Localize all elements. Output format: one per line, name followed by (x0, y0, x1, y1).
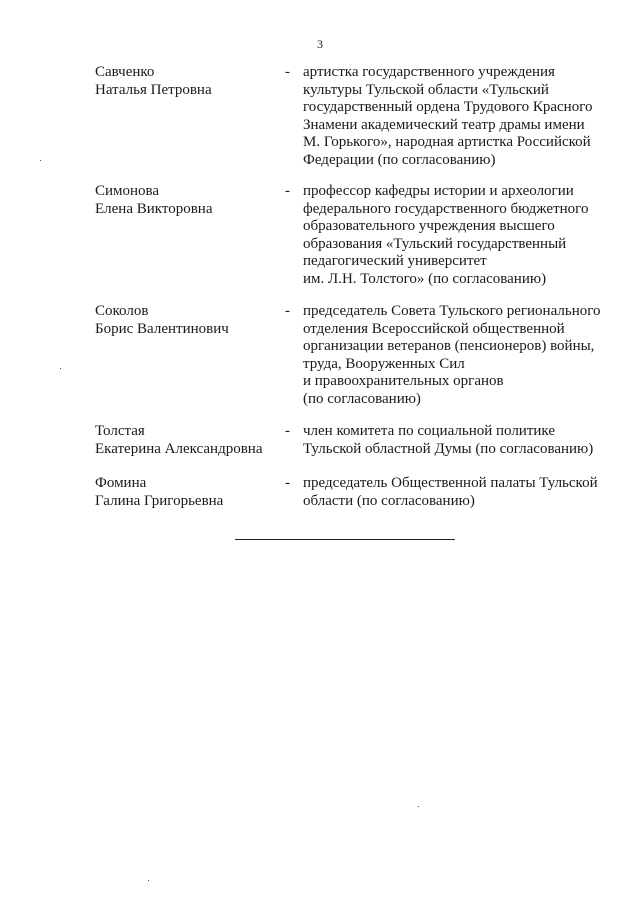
member-name (95, 64, 280, 99)
scan-speck (418, 806, 419, 807)
member-given-names: Екатерина Александровна (95, 440, 263, 457)
member-given-names: Елена Викторовна (95, 200, 213, 217)
member-position (303, 303, 608, 409)
member-name (95, 475, 280, 510)
member-name (95, 183, 280, 218)
separator-dash: - (285, 475, 290, 491)
member-position (303, 475, 608, 510)
position-line: отделения Всероссийской общественной (303, 320, 565, 337)
position-line: федерального государственного бюджетного (303, 200, 589, 217)
member-position (303, 183, 608, 289)
scan-speck (148, 880, 149, 881)
member-name (95, 303, 280, 338)
member-given-names: Наталья Петровна (95, 81, 212, 98)
member-position (303, 64, 608, 170)
member-surname: Фомина (95, 475, 147, 491)
separator-dash: - (285, 183, 290, 199)
position-line: Федерации (по согласованию) (303, 151, 496, 168)
separator-dash: - (285, 64, 290, 80)
position-line: артистка государственного учреждения (303, 64, 555, 80)
position-line: Тульской областной Думы (по согласованию) (303, 440, 594, 457)
closing-rule (235, 539, 455, 540)
position-line: (по согласованию) (303, 390, 421, 407)
position-line: председатель Общественной палаты Тульской (303, 475, 598, 491)
separator-dash: - (285, 303, 290, 319)
position-line: труда, Вооруженных Сил (303, 355, 465, 372)
member-name (95, 423, 280, 458)
position-line: культуры Тульской области «Тульский (303, 81, 549, 98)
position-line: им. Л.Н. Толстого» (по согласованию) (303, 270, 547, 287)
member-surname: Симонова (95, 183, 160, 199)
position-line: член комитета по социальной политике (303, 423, 555, 439)
position-line: педагогический университет (303, 253, 487, 270)
page-number: 3 (317, 37, 323, 51)
position-line: М. Горького», народная артистка Российской (303, 134, 591, 151)
separator-dash: - (285, 423, 290, 439)
scan-speck (60, 368, 61, 369)
member-given-names: Галина Григорьевна (95, 492, 224, 509)
position-line: Знамени академический театр драмы имени (303, 116, 585, 133)
member-surname: Савченко (95, 64, 155, 80)
position-line: образования «Тульский государственный (303, 235, 567, 252)
member-surname: Толстая (95, 423, 145, 439)
position-line: организации ветеранов (пенсионеров) войны, (303, 338, 595, 355)
member-position (303, 423, 608, 458)
position-line: области (по согласованию) (303, 492, 475, 509)
member-given-names: Борис Валентинович (95, 320, 229, 337)
member-surname: Соколов (95, 303, 149, 319)
position-line: образовательного учреждения высшего (303, 218, 555, 235)
position-line: профессор кафедры истории и археологии (303, 183, 574, 199)
scan-speck (40, 160, 41, 161)
position-line: и правоохранительных органов (303, 373, 504, 390)
position-line: государственный ордена Трудового Красного (303, 99, 593, 116)
position-line: председатель Совета Тульского регионального (303, 303, 601, 319)
